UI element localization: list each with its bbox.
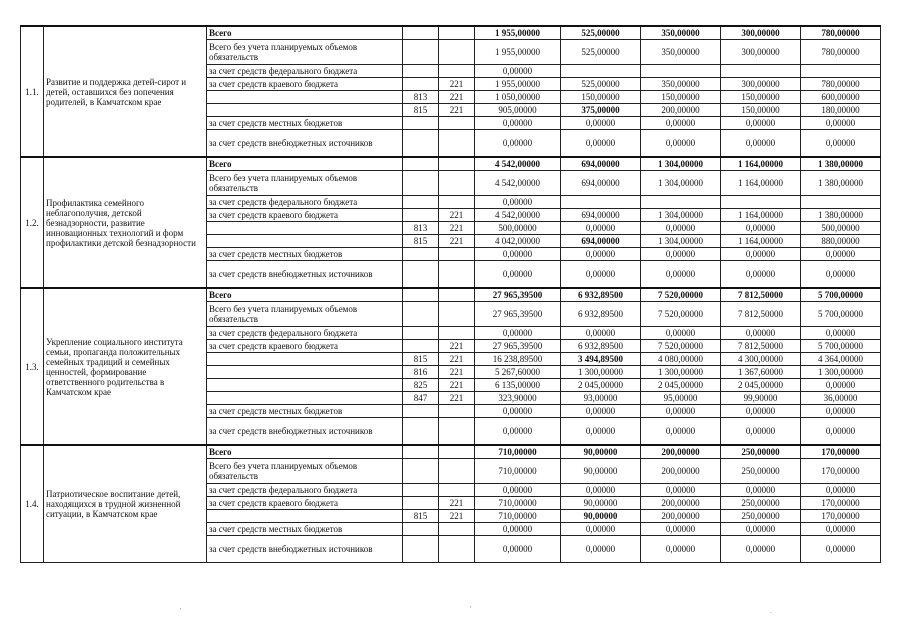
scan-mark: '	[470, 605, 472, 613]
amount-cell: 0,00000	[561, 222, 641, 235]
admin-code-cell	[403, 484, 439, 497]
funding-source-label: за счет средств краевого бюджета	[207, 497, 403, 510]
amount-cell: 2 045,00000	[561, 379, 641, 392]
funding-source-label: за счет средств местных бюджетов	[207, 405, 403, 418]
admin-code-cell	[403, 327, 439, 340]
amount-cell: 4 080,00000	[641, 353, 721, 366]
amount-cell: 4 042,00000	[475, 235, 561, 248]
admin-code-cell	[403, 248, 439, 261]
amount-cell: 1 300,00000	[801, 366, 881, 379]
section-code-cell	[439, 445, 475, 459]
amount-cell: 4 542,00000	[475, 157, 561, 171]
funding-source-label: за счет средств федерального бюджета	[207, 484, 403, 497]
amount-cell	[721, 196, 801, 209]
amount-cell: 6 932,89500	[561, 340, 641, 353]
amount-cell: 200,00000	[641, 497, 721, 510]
funding-source-label: за счет средств краевого бюджета	[207, 340, 403, 353]
amount-cell: 0,00000	[641, 222, 721, 235]
funding-source-label: Всего без учета планируемых объемов обязательств	[207, 40, 403, 65]
amount-cell: 90,00000	[561, 445, 641, 459]
section-code-cell	[439, 288, 475, 302]
amount-cell: 7 812,50000	[721, 288, 801, 302]
amount-cell: 350,00000	[641, 78, 721, 91]
amount-cell: 0,00000	[641, 261, 721, 289]
section-code-cell: 221	[439, 222, 475, 235]
section-code-cell	[439, 40, 475, 65]
amount-cell: 525,00000	[561, 40, 641, 65]
amount-cell	[561, 65, 641, 78]
amount-cell: 0,00000	[641, 130, 721, 158]
amount-cell: 350,00000	[641, 40, 721, 65]
amount-cell: 0,00000	[801, 130, 881, 158]
amount-cell: 0,00000	[801, 117, 881, 130]
amount-cell: 300,00000	[721, 40, 801, 65]
funding-source-label: за счет средств краевого бюджета	[207, 78, 403, 91]
amount-cell: 0,00000	[561, 261, 641, 289]
amount-cell: 2 045,00000	[721, 379, 801, 392]
funding-source-label: Всего без учета планируемых объемов обязательств	[207, 302, 403, 327]
amount-cell: 300,00000	[721, 26, 801, 40]
amount-cell: 36,00000	[801, 392, 881, 405]
funding-source-label	[207, 379, 403, 392]
section-code-cell: 221	[439, 497, 475, 510]
amount-cell: 694,00000	[561, 171, 641, 196]
section-code-cell: 221	[439, 209, 475, 222]
amount-cell: 0,00000	[475, 418, 561, 446]
funding-source-label: Всего	[207, 157, 403, 171]
amount-cell: 1 367,60000	[721, 366, 801, 379]
amount-cell: 4 300,00000	[721, 353, 801, 366]
amount-cell: 0,00000	[801, 484, 881, 497]
amount-cell: 170,00000	[801, 497, 881, 510]
admin-code-cell	[403, 196, 439, 209]
amount-cell: 5 700,00000	[801, 340, 881, 353]
amount-cell: 710,00000	[475, 459, 561, 484]
amount-cell: 780,00000	[801, 26, 881, 40]
section-code-cell	[439, 196, 475, 209]
section-code-cell: 221	[439, 510, 475, 523]
amount-cell: 0,00000	[475, 536, 561, 563]
amount-cell: 0,00000	[721, 222, 801, 235]
table-row	[21, 288, 881, 302]
section-code-cell: 221	[439, 366, 475, 379]
item-name: Патриотическое воспитание детей, находящихся в трудной жизненной ситуации, в Камчатском крае	[44, 445, 207, 563]
table-row	[21, 157, 881, 171]
section-code-cell	[439, 484, 475, 497]
admin-code-cell	[403, 78, 439, 91]
amount-cell: 0,00000	[641, 248, 721, 261]
funding-source-label: за счет средств краевого бюджета	[207, 209, 403, 222]
amount-cell: 0,00000	[475, 65, 561, 78]
amount-cell: 0,00000	[561, 130, 641, 158]
amount-cell: 0,00000	[721, 327, 801, 340]
amount-cell: 0,00000	[721, 484, 801, 497]
funding-source-label: Всего	[207, 445, 403, 459]
amount-cell: 0,00000	[721, 130, 801, 158]
amount-cell: 5 267,60000	[475, 366, 561, 379]
amount-cell: 0,00000	[475, 117, 561, 130]
amount-cell: 2 045,00000	[641, 379, 721, 392]
budget-table-sheet	[20, 25, 881, 563]
amount-cell: 170,00000	[801, 445, 881, 459]
amount-cell	[641, 196, 721, 209]
admin-code-cell	[403, 523, 439, 536]
funding-source-label: Всего без учета планируемых объемов обязательств	[207, 459, 403, 484]
amount-cell: 4 542,00000	[475, 209, 561, 222]
amount-cell: 0,00000	[561, 418, 641, 446]
amount-cell: 1 304,00000	[641, 209, 721, 222]
amount-cell: 0,00000	[721, 261, 801, 289]
amount-cell	[721, 65, 801, 78]
amount-cell: 0,00000	[641, 117, 721, 130]
admin-code-cell: 815	[403, 235, 439, 248]
amount-cell: 16 238,89500	[475, 353, 561, 366]
section-code-cell	[439, 65, 475, 78]
amount-cell: 300,00000	[721, 78, 801, 91]
amount-cell: 600,00000	[801, 91, 881, 104]
item-number: 1.1.	[21, 26, 44, 157]
funding-source-label	[207, 510, 403, 523]
admin-code-cell	[403, 536, 439, 563]
amount-cell: 780,00000	[801, 78, 881, 91]
section-code-cell	[439, 327, 475, 340]
budget-table	[20, 25, 881, 563]
admin-code-cell	[403, 261, 439, 289]
amount-cell: 0,00000	[561, 248, 641, 261]
amount-cell: 0,00000	[801, 379, 881, 392]
admin-code-cell	[403, 459, 439, 484]
amount-cell: 500,00000	[801, 222, 881, 235]
amount-cell: 180,00000	[801, 104, 881, 117]
amount-cell: 694,00000	[561, 157, 641, 171]
item-number: 1.2.	[21, 157, 44, 288]
funding-source-label: Всего без учета планируемых объемов обязательств	[207, 171, 403, 196]
section-code-cell	[439, 405, 475, 418]
amount-cell: 1 380,00000	[801, 209, 881, 222]
amount-cell: 0,00000	[561, 327, 641, 340]
amount-cell: 0,00000	[801, 536, 881, 563]
section-code-cell: 221	[439, 91, 475, 104]
amount-cell: 0,00000	[641, 536, 721, 563]
amount-cell: 0,00000	[475, 248, 561, 261]
amount-cell: 694,00000	[561, 235, 641, 248]
amount-cell: 1 380,00000	[801, 171, 881, 196]
amount-cell: 1 164,00000	[721, 157, 801, 171]
item-name: Укрепление социального института семьи, пропаганда положительных семейных традиций и семейных ценностей, формирование ответственного родительства в Камчатском крае	[44, 288, 207, 445]
amount-cell: 710,00000	[475, 510, 561, 523]
admin-code-cell	[403, 26, 439, 40]
section-code-cell: 221	[439, 379, 475, 392]
amount-cell: 0,00000	[475, 327, 561, 340]
amount-cell: 710,00000	[475, 445, 561, 459]
amount-cell: 90,00000	[561, 510, 641, 523]
amount-cell: 1 164,00000	[721, 171, 801, 196]
funding-source-label	[207, 91, 403, 104]
section-code-cell: 221	[439, 353, 475, 366]
amount-cell: 1 955,00000	[475, 26, 561, 40]
amount-cell: 150,00000	[641, 91, 721, 104]
admin-code-cell	[403, 130, 439, 158]
admin-code-cell	[403, 157, 439, 171]
amount-cell: 500,00000	[475, 222, 561, 235]
item-name: Профилактика семейного неблагополучия, детской безнадзорности, развитие инновационных технологий и форм профилактики детской безнадзорности	[44, 157, 207, 288]
funding-source-label	[207, 104, 403, 117]
amount-cell: 0,00000	[721, 117, 801, 130]
amount-cell: 150,00000	[721, 91, 801, 104]
amount-cell: 0,00000	[561, 117, 641, 130]
amount-cell: 1 955,00000	[475, 40, 561, 65]
amount-cell: 200,00000	[641, 445, 721, 459]
amount-cell: 3 494,89500	[561, 353, 641, 366]
amount-cell: 0,00000	[801, 418, 881, 446]
admin-code-cell	[403, 405, 439, 418]
amount-cell: 1 300,00000	[561, 366, 641, 379]
amount-cell: 0,00000	[475, 523, 561, 536]
amount-cell: 880,00000	[801, 235, 881, 248]
admin-code-cell: 813	[403, 222, 439, 235]
section-code-cell	[439, 171, 475, 196]
amount-cell: 250,00000	[721, 459, 801, 484]
amount-cell: 0,00000	[475, 196, 561, 209]
amount-cell: 6 932,89500	[561, 288, 641, 302]
section-code-cell	[439, 117, 475, 130]
admin-code-cell	[403, 497, 439, 510]
funding-source-label	[207, 222, 403, 235]
amount-cell: 0,00000	[641, 484, 721, 497]
section-code-cell	[439, 418, 475, 446]
admin-code-cell	[403, 445, 439, 459]
amount-cell: 1 164,00000	[721, 235, 801, 248]
table-row	[21, 26, 881, 40]
amount-cell: 780,00000	[801, 40, 881, 65]
scan-mark: '	[180, 607, 182, 615]
amount-cell: 170,00000	[801, 459, 881, 484]
amount-cell: 525,00000	[561, 78, 641, 91]
item-name: Развитие и поддержка детей-сирот и детей, оставшихся без попечения родителей, в Камчатском крае	[44, 26, 207, 157]
amount-cell: 1 164,00000	[721, 209, 801, 222]
section-code-cell	[439, 536, 475, 563]
amount-cell: 0,00000	[721, 248, 801, 261]
amount-cell: 200,00000	[641, 510, 721, 523]
amount-cell: 200,00000	[641, 459, 721, 484]
section-code-cell	[439, 157, 475, 171]
admin-code-cell	[403, 171, 439, 196]
amount-cell: 710,00000	[475, 497, 561, 510]
section-code-cell	[439, 523, 475, 536]
amount-cell: 350,00000	[641, 26, 721, 40]
admin-code-cell	[403, 209, 439, 222]
funding-source-label: за счет средств местных бюджетов	[207, 248, 403, 261]
funding-source-label: за счет средств внебюджетных источников	[207, 130, 403, 158]
amount-cell: 7 520,00000	[641, 340, 721, 353]
amount-cell: 1 304,00000	[641, 157, 721, 171]
amount-cell: 1 955,00000	[475, 78, 561, 91]
amount-cell: 0,00000	[561, 523, 641, 536]
section-code-cell	[439, 459, 475, 484]
amount-cell: 0,00000	[721, 523, 801, 536]
funding-source-label	[207, 353, 403, 366]
section-code-cell	[439, 248, 475, 261]
amount-cell: 4 364,00000	[801, 353, 881, 366]
amount-cell: 0,00000	[721, 418, 801, 446]
amount-cell: 0,00000	[641, 523, 721, 536]
amount-cell: 0,00000	[561, 536, 641, 563]
section-code-cell: 221	[439, 392, 475, 405]
funding-source-label: за счет средств местных бюджетов	[207, 117, 403, 130]
amount-cell: 0,00000	[721, 405, 801, 418]
item-number: 1.3.	[21, 288, 44, 445]
amount-cell: 323,90000	[475, 392, 561, 405]
amount-cell: 0,00000	[475, 405, 561, 418]
section-code-cell	[439, 130, 475, 158]
funding-source-label: Всего	[207, 26, 403, 40]
admin-code-cell	[403, 302, 439, 327]
admin-code-cell: 813	[403, 91, 439, 104]
amount-cell: 150,00000	[721, 104, 801, 117]
funding-source-label: за счет средств местных бюджетов	[207, 523, 403, 536]
amount-cell: 7 812,50000	[721, 302, 801, 327]
amount-cell: 1 300,00000	[641, 366, 721, 379]
admin-code-cell	[403, 418, 439, 446]
section-code-cell	[439, 261, 475, 289]
amount-cell: 0,00000	[475, 261, 561, 289]
amount-cell: 6 932,89500	[561, 302, 641, 327]
section-code-cell: 221	[439, 104, 475, 117]
amount-cell: 0,00000	[561, 405, 641, 418]
funding-source-label	[207, 392, 403, 405]
item-number: 1.4.	[21, 445, 44, 563]
amount-cell: 0,00000	[801, 405, 881, 418]
amount-cell	[801, 196, 881, 209]
funding-source-label: за счет средств федерального бюджета	[207, 327, 403, 340]
admin-code-cell	[403, 117, 439, 130]
amount-cell: 1 304,00000	[641, 235, 721, 248]
scan-mark: .	[770, 607, 772, 615]
amount-cell: 0,00000	[801, 327, 881, 340]
amount-cell: 90,00000	[561, 497, 641, 510]
section-code-cell	[439, 302, 475, 327]
admin-code-cell: 816	[403, 366, 439, 379]
admin-code-cell: 815	[403, 353, 439, 366]
admin-code-cell: 815	[403, 510, 439, 523]
amount-cell: 95,00000	[641, 392, 721, 405]
amount-cell: 5 700,00000	[801, 288, 881, 302]
admin-code-cell: 825	[403, 379, 439, 392]
amount-cell: 525,00000	[561, 26, 641, 40]
amount-cell	[801, 65, 881, 78]
amount-cell: 0,00000	[561, 484, 641, 497]
section-code-cell	[439, 26, 475, 40]
amount-cell: 1 304,00000	[641, 171, 721, 196]
amount-cell: 1 050,00000	[475, 91, 561, 104]
amount-cell: 694,00000	[561, 209, 641, 222]
amount-cell: 150,00000	[561, 91, 641, 104]
funding-source-label: за счет средств внебюджетных источников	[207, 261, 403, 289]
amount-cell	[641, 65, 721, 78]
admin-code-cell: 847	[403, 392, 439, 405]
funding-source-label: Всего	[207, 288, 403, 302]
amount-cell: 905,00000	[475, 104, 561, 117]
amount-cell: 4 542,00000	[475, 171, 561, 196]
funding-source-label: за счет средств внебюджетных источников	[207, 418, 403, 446]
amount-cell: 0,00000	[721, 536, 801, 563]
amount-cell: 7 520,00000	[641, 288, 721, 302]
section-code-cell: 221	[439, 340, 475, 353]
admin-code-cell: 815	[403, 104, 439, 117]
amount-cell: 7 812,50000	[721, 340, 801, 353]
amount-cell: 1 380,00000	[801, 157, 881, 171]
table-row	[21, 445, 881, 459]
amount-cell: 0,00000	[641, 405, 721, 418]
amount-cell: 0,00000	[801, 261, 881, 289]
amount-cell: 5 700,00000	[801, 302, 881, 327]
admin-code-cell	[403, 340, 439, 353]
amount-cell: 170,00000	[801, 510, 881, 523]
amount-cell	[561, 196, 641, 209]
amount-cell: 93,00000	[561, 392, 641, 405]
amount-cell: 200,00000	[641, 104, 721, 117]
admin-code-cell	[403, 288, 439, 302]
funding-source-label	[207, 366, 403, 379]
funding-source-label: за счет средств федерального бюджета	[207, 196, 403, 209]
amount-cell: 0,00000	[801, 248, 881, 261]
amount-cell: 250,00000	[721, 510, 801, 523]
amount-cell: 250,00000	[721, 445, 801, 459]
section-code-cell: 221	[439, 78, 475, 91]
admin-code-cell	[403, 40, 439, 65]
amount-cell: 27 965,39500	[475, 340, 561, 353]
amount-cell: 250,00000	[721, 497, 801, 510]
amount-cell: 27 965,39500	[475, 302, 561, 327]
section-code-cell: 221	[439, 235, 475, 248]
amount-cell: 99,90000	[721, 392, 801, 405]
funding-source-label: за счет средств федерального бюджета	[207, 65, 403, 78]
amount-cell: 0,00000	[801, 523, 881, 536]
funding-source-label: за счет средств внебюджетных источников	[207, 536, 403, 563]
amount-cell: 27 965,39500	[475, 288, 561, 302]
amount-cell: 375,00000	[561, 104, 641, 117]
admin-code-cell	[403, 65, 439, 78]
amount-cell: 7 520,00000	[641, 302, 721, 327]
amount-cell: 0,00000	[475, 130, 561, 158]
amount-cell: 0,00000	[641, 327, 721, 340]
amount-cell: 0,00000	[475, 484, 561, 497]
amount-cell: 0,00000	[641, 418, 721, 446]
amount-cell: 6 135,00000	[475, 379, 561, 392]
funding-source-label	[207, 235, 403, 248]
amount-cell: 90,00000	[561, 459, 641, 484]
